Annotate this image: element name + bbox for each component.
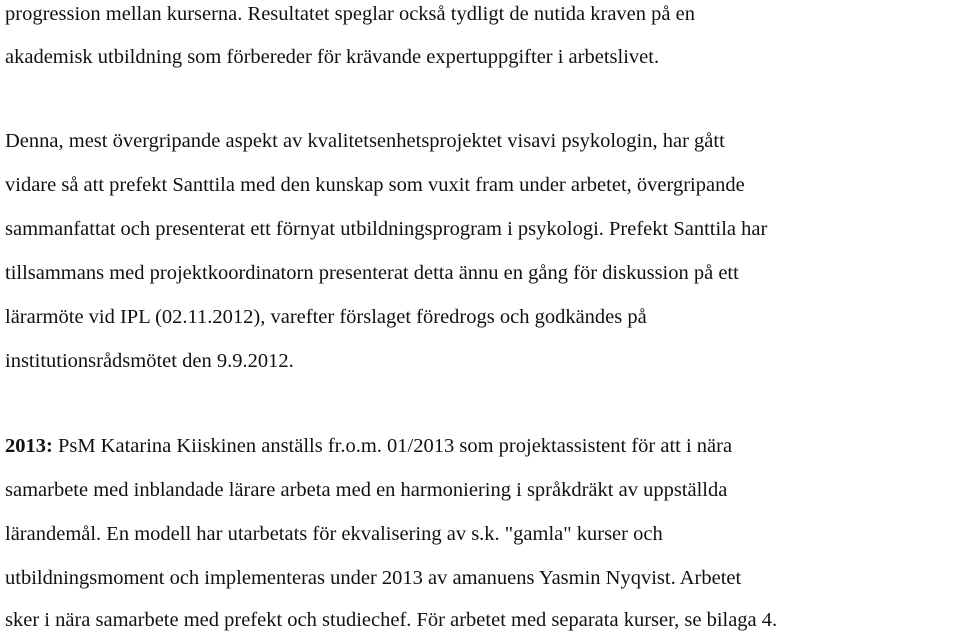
year-label: 2013: <box>5 435 53 457</box>
paragraph-2-line-1: Denna, mest övergripande aspekt av kvalitetsenhetsprojektet visavi psykologin, har gått <box>5 130 725 152</box>
paragraph-1-line-2: akademisk utbildning som förbereder för krävande expertuppgifter i arbetslivet. <box>5 46 660 68</box>
paragraph-3-line-4: utbildningsmoment och implementeras under 2013 av amanuens Yasmin Nyqvist. Arbetet <box>5 567 742 589</box>
paragraph-3-line-5: sker i nära samarbete med prefekt och studiechef. För arbetet med separata kurser, se bilaga 4. <box>5 609 778 631</box>
paragraph-3-line-2: samarbete med inblandade lärare arbeta med en harmoniering i språkdräkt av uppställda <box>5 479 728 501</box>
paragraph-2-line-2: vidare så att prefekt Santtila med den kunskap som vuxit fram under arbetet, övergripande <box>5 174 745 196</box>
paragraph-3-line-1 <box>5 434 732 458</box>
paragraph-2-line-6: institutionsrådsmötet den 9.9.2012. <box>5 350 294 372</box>
paragraph-2-line-5: lärarmöte vid IPL (02.11.2012), varefter förslaget föredrogs och godkändes på <box>5 306 647 328</box>
paragraph-3-line-1-text: PsM Katarina Kiiskinen anställs fr.o.m. 01/2013 som projektassistent för att i nära <box>52 435 733 457</box>
paragraph-1-line-1: progression mellan kurserna. Resultatet speglar också tydligt de nutida kraven på en <box>5 3 695 25</box>
paragraph-2-line-4: tillsammans med projektkoordinatorn presenterat detta ännu en gång för diskussion på ett <box>5 262 739 284</box>
paragraph-2-line-3: sammanfattat och presenterat ett förnyat utbildningsprogram i psykologi. Prefekt Santtila har <box>5 218 768 240</box>
paragraph-3-line-3: lärandemål. En modell har utarbetats för ekvalisering av s.k. "gamla" kurser och <box>5 523 663 545</box>
